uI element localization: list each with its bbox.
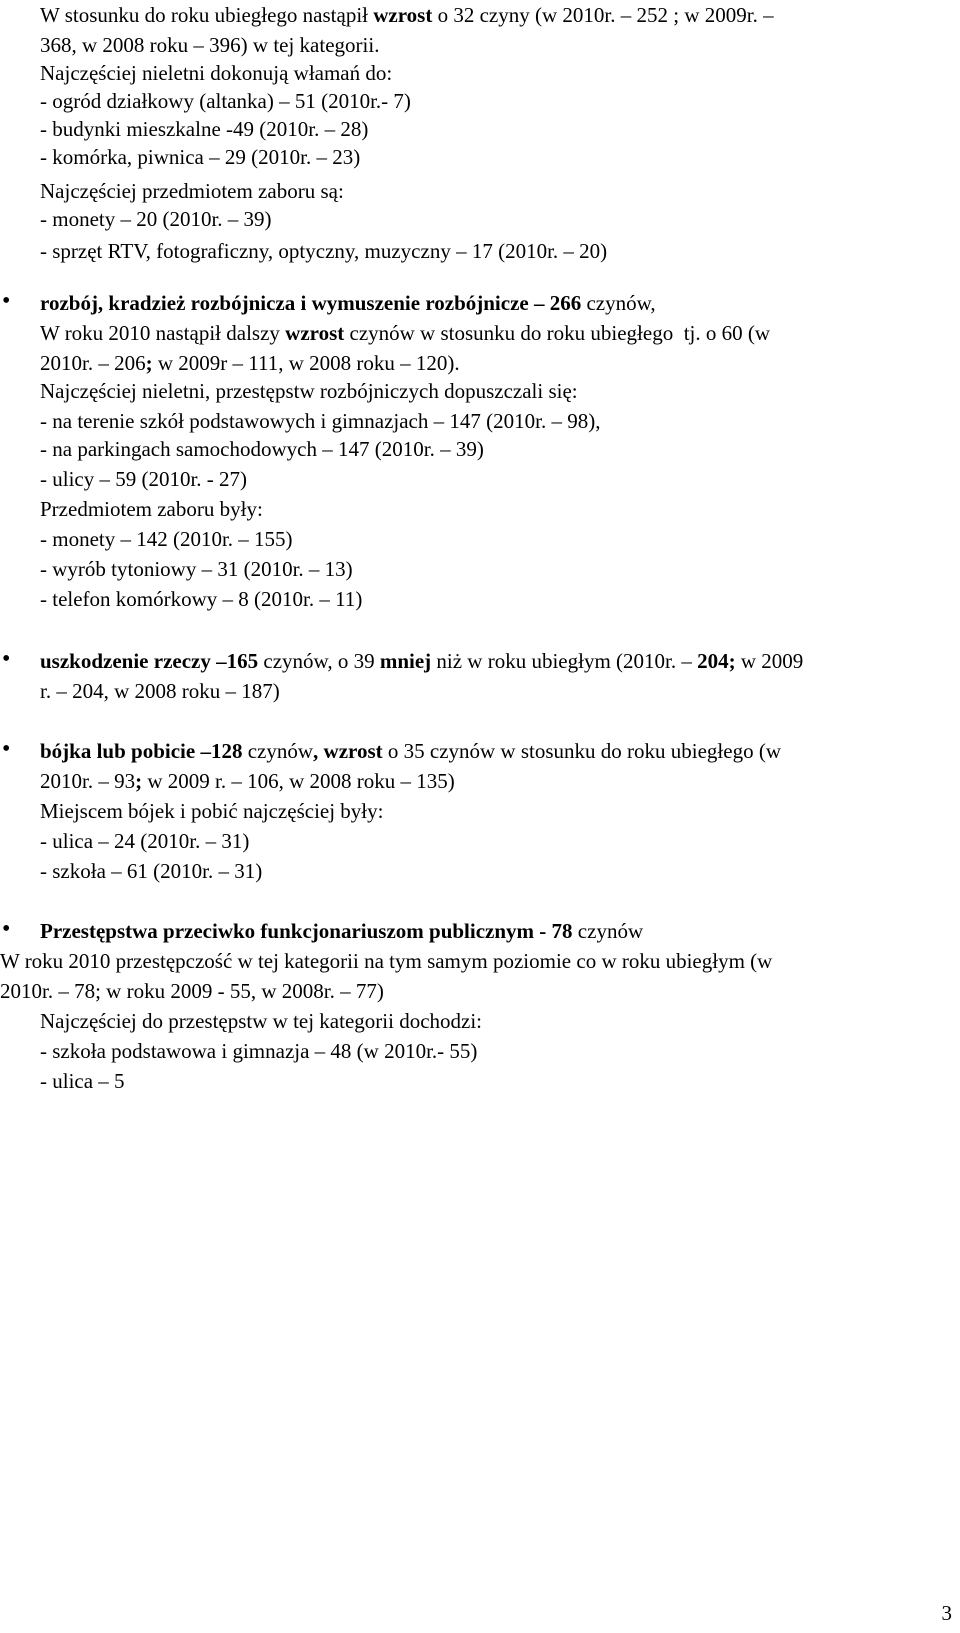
list-item: - szkoła – 61 (2010r. – 31): [40, 859, 263, 883]
list-item: - ulica – 24 (2010r. – 31): [40, 829, 250, 853]
paragraph-line: 2010r. – 206; w 2009r – 111, w 2008 roku – 120).: [40, 351, 460, 375]
list-item: - ulica – 5: [40, 1069, 125, 1093]
list-item: - na parkingach samochodowych – 147 (2010r. – 39): [40, 437, 484, 461]
bullet-icon: •: [2, 646, 11, 672]
page-number: 3: [941, 1601, 952, 1625]
paragraph-line: 2010r. – 78; w roku 2009 - 55, w 2008r. – 77): [0, 979, 384, 1003]
list-item: - na terenie szkół podstawowych i gimnazjach – 147 (2010r. – 98),: [40, 409, 601, 433]
paragraph-line: 368, w 2008 roku – 396) w tej kategorii.: [40, 33, 380, 57]
emphasis-wzrost: wzrost: [373, 3, 433, 27]
paragraph-line: Najczęściej do przestępstw w tej kategorii dochodzi:: [40, 1009, 483, 1033]
bullet-icon: •: [2, 916, 11, 942]
section-heading: Przestępstwa przeciwko funkcjonariuszom publicznym - 78 czynów: [40, 919, 644, 943]
list-item: - telefon komórkowy – 8 (2010r. – 11): [40, 587, 363, 611]
paragraph-line: Przedmiotem zaboru były:: [40, 497, 263, 521]
paragraph-line: W roku 2010 przestępczość w tej kategorii na tym samym poziomie co w roku ubiegłym (w: [0, 949, 773, 973]
section-heading: bójka lub pobicie –128 czynów, wzrost o 35 czynów w stosunku do roku ubiegłego (w: [40, 739, 781, 763]
bullet-icon: •: [2, 736, 11, 762]
paragraph-line: W roku 2010 nastąpił dalszy wzrost czynów w stosunku do roku ubiegłego tj. o 60 (w: [40, 321, 771, 345]
paragraph-line: Najczęściej nieletni dokonują włamań do:: [40, 61, 393, 85]
list-item: - budynki mieszkalne -49 (2010r. – 28): [40, 117, 369, 141]
paragraph-line: Najczęściej przedmiotem zaboru są:: [40, 179, 344, 203]
list-item: - monety – 20 (2010r. – 39): [40, 207, 272, 231]
list-item: - wyrób tytoniowy – 31 (2010r. – 13): [40, 557, 353, 581]
list-item: - sprzęt RTV, fotograficzny, optyczny, muzyczny – 17 (2010r. – 20): [40, 239, 608, 263]
paragraph-line: Miejscem bójek i pobić najczęściej były:: [40, 799, 384, 823]
paragraph-line: 2010r. – 93; w 2009 r. – 106, w 2008 roku – 135): [40, 769, 455, 793]
paragraph-line: Najczęściej nieletni, przestępstw rozbójniczych dopuszczali się:: [40, 379, 578, 403]
section-heading: rozbój, kradzież rozbójnicza i wymuszenie rozbójnicze – 266 czynów,: [40, 291, 656, 315]
list-item: - ulicy – 59 (2010r. - 27): [40, 467, 248, 491]
paragraph-line: W stosunku do roku ubiegłego nastąpił wzrost o 32 czyny (w 2010r. – 252 ; w 2009r. –: [40, 3, 774, 27]
list-item: - monety – 142 (2010r. – 155): [40, 527, 293, 551]
bullet-icon: •: [2, 288, 11, 314]
list-item: - ogród działkowy (altanka) – 51 (2010r.- 7): [40, 89, 411, 113]
paragraph-line: r. – 204, w 2008 roku – 187): [40, 679, 280, 703]
list-item: - szkoła podstawowa i gimnazja – 48 (w 2010r.- 55): [40, 1039, 478, 1063]
emphasis-wzrost: wzrost: [285, 321, 345, 345]
section-heading: uszkodzenie rzeczy –165 czynów, o 39 mniej niż w roku ubiegłym (2010r. – 204; w 2009: [40, 649, 804, 673]
list-item: - komórka, piwnica – 29 (2010r. – 23): [40, 145, 361, 169]
